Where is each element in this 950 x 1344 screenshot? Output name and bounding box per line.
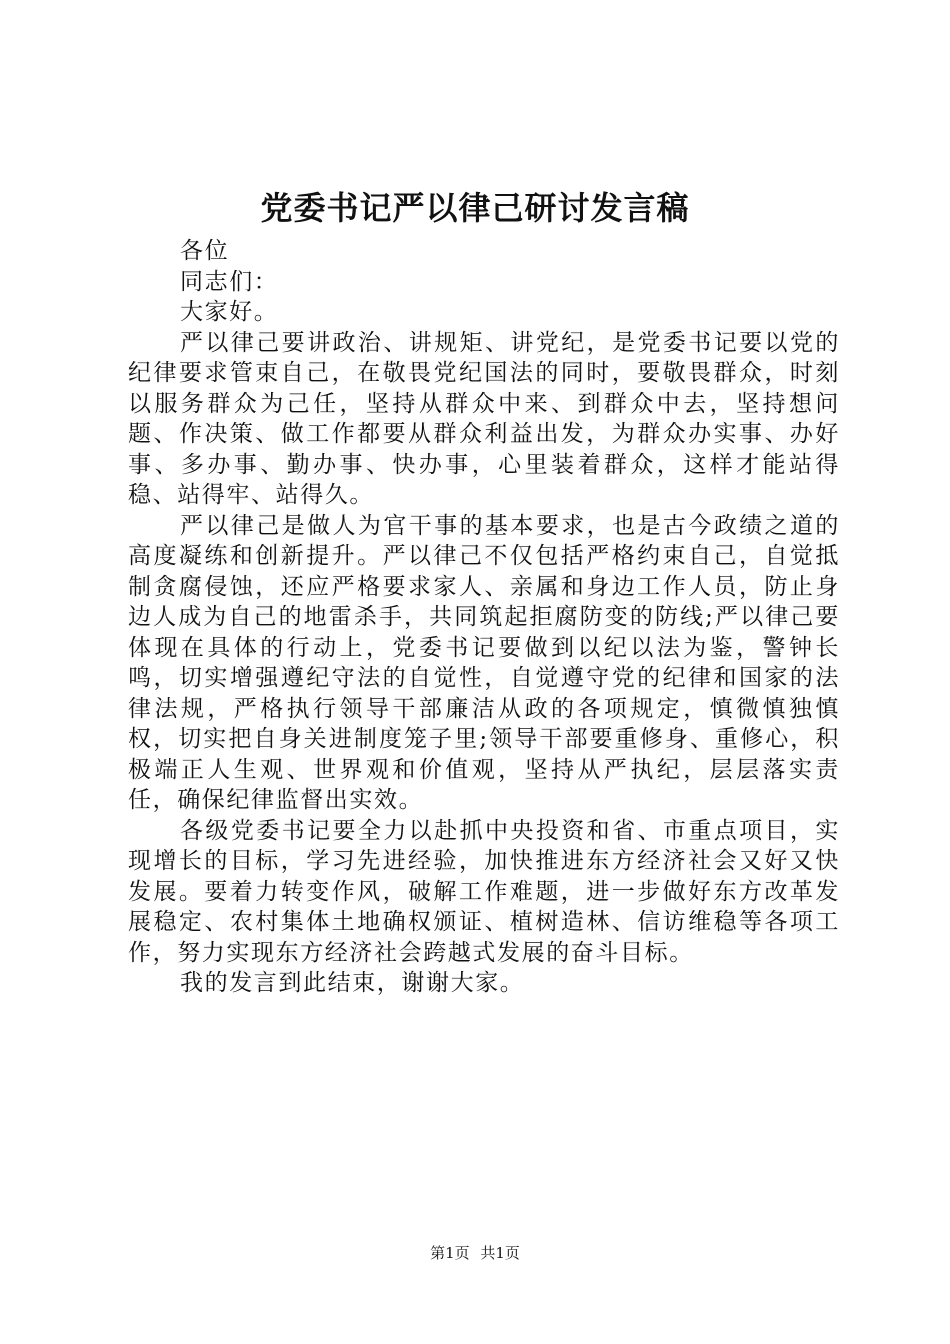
closing-line: 我的发言到此结束，谢谢大家。	[180, 970, 525, 996]
page-footer	[0, 1243, 950, 1263]
body-paragraph: 各级党委书记要全力以赴抓中央投资和省、市重点项目，实现增长的目标，学习先进经验，加快推进东方经济社会又好又快发展。要着力转变作风，破解工作难题，进一步做好东方改革发展稳定、农村集体土地确权颁证、植树造林、信访维稳等各项工作，努力实现东方经济社会跨越式发展的奋斗目标。	[128, 817, 840, 966]
body-paragraph: 严以律己要讲政治、讲规矩、讲党纪，是党委书记要以党的纪律要求管束自己，在敬畏党纪国法的同时，要敬畏群众，时刻以服务群众为己任，坚持从群众中来、到群众中去，坚持想问题、作决策、做工作都要从群众利益出发，为群众办实事、办好事、多办事、勤办事、快办事，心里装着群众，这样才能站得稳、站得牢、站得久。	[128, 329, 840, 508]
document-title: 党委书记严以律己研讨发言稿	[260, 189, 690, 227]
page-number: 第1页	[430, 1244, 470, 1262]
body-paragraph: 严以律己是做人为官干事的基本要求，也是古今政绩之道的高度凝练和创新提升。严以律己不仅包括严格约束自己，自觉抵制贪腐侵蚀，还应严格要求家人、亲属和身边工作人员，防止身边人成为自己的地雷杀手，共同筑起拒腐防变的防线;严以律己要体现在具体的行动上，党委书记要做到以纪以法为鉴，警钟长鸣，切实增强遵纪守法的自觉性，自觉遵守党的纪律和国家的法律法规，严格执行领导干部廉洁从政的各项规定，慎微慎独慎权，切实把自身关进制度笼子里;领导干部要重修身、重修心，积极端正人生观、世界观和价值观，坚持从严执纪，层层落实责任，确保纪律监督出实效。	[128, 512, 840, 813]
page-total: 共1页	[480, 1244, 520, 1262]
greeting-line: 各位	[180, 238, 230, 264]
greeting-line: 大家好。	[180, 299, 279, 325]
document-body	[128, 236, 840, 999]
greeting-line: 同志们：	[180, 268, 279, 295]
